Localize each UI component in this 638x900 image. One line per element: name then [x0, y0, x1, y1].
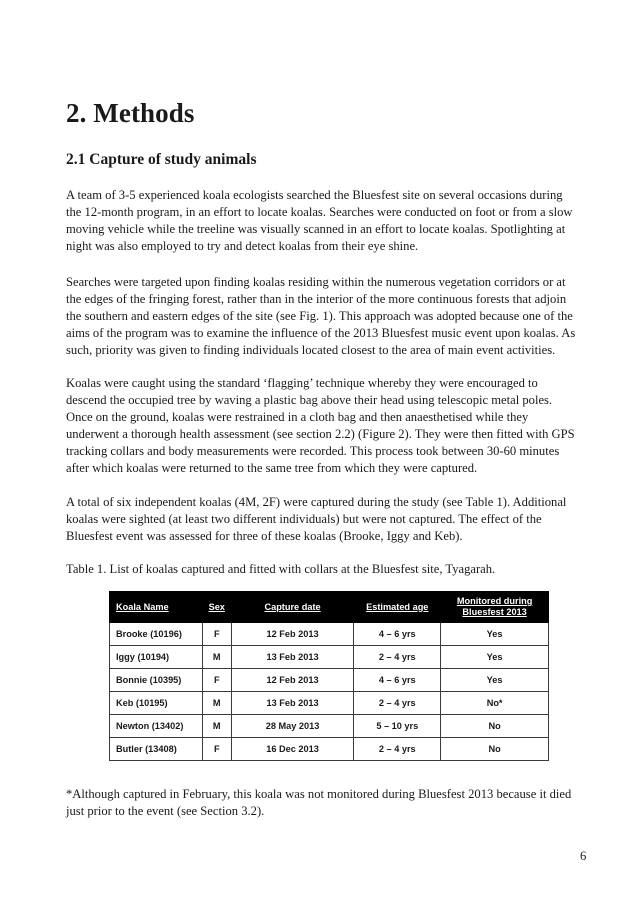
cell-capture-date: 28 May 2013: [231, 715, 354, 738]
paragraph-search-team: [66, 187, 586, 255]
paragraph-line: koalas were sighted (at least two different individuals) but were not captured. The effect of the: [66, 512, 542, 527]
column-header-capture-date: Capture date: [231, 592, 354, 623]
column-header-name: Koala Name: [110, 592, 203, 623]
cell-sex: M: [202, 646, 231, 669]
cell-sex: M: [202, 692, 231, 715]
paragraph-line: tracking collars and body measurements were recorded. This process took between 30-60 minutes: [66, 444, 560, 459]
paragraph-line: Searches were targeted upon finding koalas residing within the numerous vegetation corridors or at: [66, 275, 566, 289]
column-header-monitored: Monitored during Bluesfest 2013: [441, 592, 549, 623]
paragraph-line: the 12-month program, in an effort to locate koalas. Searches were conducted on foot or from a slow: [66, 205, 573, 220]
cell-capture-date: 13 Feb 2013: [231, 692, 354, 715]
table-row: [110, 738, 549, 761]
subsection-heading: 2.1 Capture of study animals: [66, 151, 257, 168]
column-header-estimated-age: Estimated age: [354, 592, 441, 623]
cell-capture-date: 12 Feb 2013: [231, 623, 354, 646]
paragraph-line: aims of the program was to examine the influence of the 2013 Bluesfest music event upon koalas. As: [66, 326, 576, 341]
paragraph-line: moving vehicle while the treeline was visually scanned in an effort to locate koalas. Spotlighting at: [66, 222, 566, 237]
cell-koala-name: Keb (10195): [110, 692, 203, 715]
paragraph-line: A total of six independent koalas (4M, 2F) were captured during the study (see Table 1). Additional: [66, 495, 567, 509]
paragraph-line: after which koalas were returned to the same tree from which they were captured.: [66, 461, 478, 476]
paragraph-line: A team of 3-5 experienced koala ecologists searched the Bluesfest site on several occasions during: [66, 188, 563, 202]
cell-estimated-age: 4 – 6 yrs: [354, 623, 441, 646]
page-number: 6: [580, 849, 587, 863]
paragraph-line: the southern and eastern edges of the site (see Fig. 1). This approach was adopted because one of the: [66, 309, 573, 324]
cell-estimated-age: 2 – 4 yrs: [354, 738, 441, 761]
cell-koala-name: Newton (13402): [110, 715, 203, 738]
cell-sex: F: [202, 738, 231, 761]
table-row: [110, 715, 549, 738]
cell-monitored: No*: [441, 692, 549, 715]
cell-capture-date: 13 Feb 2013: [231, 646, 354, 669]
cell-monitored: Yes: [441, 669, 549, 692]
paragraph-capture-technique: [66, 375, 586, 478]
cell-koala-name: Bonnie (10395): [110, 669, 203, 692]
cell-koala-name: Butler (13408): [110, 738, 203, 761]
table-footnote: [66, 786, 596, 820]
footnote-line: just prior to the event (see Section 3.2).: [66, 804, 265, 819]
paragraph-line: Koalas were caught using the standard ‘flagging’ technique whereby they were encouraged to: [66, 376, 538, 390]
paragraph-capture-summary: [66, 494, 586, 545]
paragraph-line: night was also employed to try and detect koalas from their eye shine.: [66, 239, 419, 254]
cell-monitored: Yes: [441, 646, 549, 669]
cell-estimated-age: 5 – 10 yrs: [354, 715, 441, 738]
table-header-row: [110, 592, 549, 623]
cell-monitored: Yes: [441, 623, 549, 646]
cell-monitored: No: [441, 715, 549, 738]
paragraph-line: Once on the ground, koalas were restrained in a cloth bag and then anaesthetised while they: [66, 410, 529, 425]
table-row: [110, 692, 549, 715]
paragraph-search-targets: [66, 274, 586, 359]
section-heading: 2. Methods: [66, 98, 195, 128]
cell-sex: M: [202, 715, 231, 738]
paragraph-line: underwent a thorough health assessment (see section 2.2) (Figure 2). They were then fitted with GPS: [66, 427, 575, 442]
table-row: [110, 646, 549, 669]
cell-estimated-age: 2 – 4 yrs: [354, 646, 441, 669]
cell-koala-name: Brooke (10196): [110, 623, 203, 646]
koala-table: [109, 591, 549, 761]
column-header-sex: Sex: [202, 592, 231, 623]
cell-capture-date: 12 Feb 2013: [231, 669, 354, 692]
paragraph-line: the edges of the fringing forest, rather than in the interior of the more continuous forests that adjoin: [66, 292, 567, 307]
table-row: [110, 669, 549, 692]
cell-sex: F: [202, 669, 231, 692]
cell-sex: F: [202, 623, 231, 646]
paragraph-line: such, priority was given to finding individuals located closest to the area of main event activities.: [66, 343, 556, 358]
cell-capture-date: 16 Dec 2013: [231, 738, 354, 761]
cell-estimated-age: 4 – 6 yrs: [354, 669, 441, 692]
cell-monitored: No: [441, 738, 549, 761]
cell-koala-name: Iggy (10194): [110, 646, 203, 669]
cell-estimated-age: 2 – 4 yrs: [354, 692, 441, 715]
footnote-line: *Although captured in February, this koala was not monitored during Bluesfest 2013 because it died: [66, 787, 572, 801]
table-caption: Table 1. List of koalas captured and fitted with collars at the Bluesfest site, Tyagarah.: [66, 562, 496, 576]
paragraph-line: descend the occupied tree by waving a plastic bag above their head using telescopic metal poles.: [66, 393, 553, 408]
paragraph-line: Bluesfest event was assessed for three of these koalas (Brooke, Iggy and Keb).: [66, 529, 463, 544]
table-row: [110, 623, 549, 646]
